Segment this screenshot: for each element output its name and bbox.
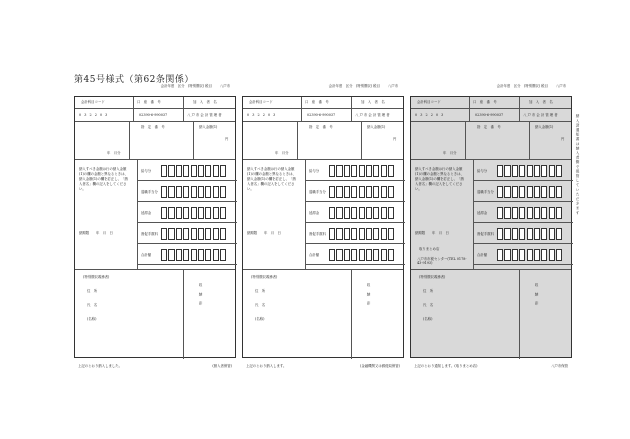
panel-header: 会計年度 区分 (特別徴収) 税目 八戸市: [496, 84, 566, 88]
amount-digit-boxes[interactable]: [161, 228, 226, 240]
amount-label: 納入金額(1): [535, 125, 554, 129]
address-line: 住 所: [255, 289, 266, 293]
amount-digit-boxes[interactable]: [497, 186, 562, 198]
deadline-label: 納期限 年 月 日: [415, 231, 449, 235]
designated-number-label: 指 定 番 号: [477, 125, 501, 129]
panel-header: 会計年度 区分 (特別徴収) 税目 八戸市: [160, 84, 230, 88]
office-label: 取りまとめ店: [419, 247, 440, 251]
address-line: (名称): [87, 317, 97, 321]
account-header-row: [411, 97, 571, 108]
amount-digit-boxes[interactable]: [161, 165, 226, 177]
office-value: 八戸市市税センター(TEL 0178-43-9193): [417, 257, 467, 265]
address-header: (特別徴収義務者): [83, 275, 110, 279]
footer-right: (納入者保管): [212, 364, 232, 368]
payer-label: 加 入 者 名: [193, 100, 217, 104]
account-value-row: [243, 108, 403, 121]
footer-left: 上記のとおり納入しました。: [78, 364, 123, 368]
slip-frame: [74, 96, 236, 358]
address-line: (名称): [423, 317, 433, 321]
amount-row-label: 延滞金: [309, 211, 320, 215]
amount-digit-boxes[interactable]: [497, 228, 562, 240]
payer-value: 八 戸 市 会 計 管 理 者: [523, 113, 558, 117]
amount-row-label: 督促手数料: [309, 232, 326, 236]
deadline-label: 納期限 年 月 日: [79, 231, 113, 235]
receipt-stamp-label: 収 納 印: [535, 283, 539, 306]
amount-digit-boxes[interactable]: [497, 207, 562, 219]
yen-unit: 円: [393, 137, 397, 141]
footer-left: 上記のとおり通知します。(取りまとめ店): [414, 364, 478, 368]
account-code: 0 3 2 2 0 3: [415, 113, 445, 117]
amount-digit-boxes[interactable]: [161, 186, 226, 198]
amount-digit-boxes[interactable]: [329, 249, 394, 261]
designated-number-label: 指 定 番 号: [309, 125, 333, 129]
designated-number-label: 指 定 番 号: [141, 125, 165, 129]
account-label: 会計科目コード: [249, 100, 273, 104]
account-header-row: [243, 97, 403, 108]
instructions-text: 納入すべき金額は行の納入金額(1)の欄の金額と異なるときは、納入金額(1)の欄を訂正し、「納入者名」欄の記入をしてください。: [247, 167, 296, 191]
year-month-label: 年 月分: [107, 151, 121, 155]
amount-digit-boxes[interactable]: [497, 249, 562, 261]
slip-frame: [242, 96, 404, 358]
address-line: 氏 名: [423, 303, 434, 307]
yen-unit: 円: [561, 137, 565, 141]
year-month-label: 年 月分: [443, 151, 457, 155]
account-header-row: [75, 97, 235, 108]
payer-label: 加 入 者 名: [361, 100, 385, 104]
footer-right: (金融機関又は郵便局保管): [360, 364, 400, 368]
payment-slip-panel: [242, 84, 404, 374]
payer-value: 八 戸 市 会 計 管 理 者: [355, 113, 390, 117]
panel-header: 会計年度 区分 (特別徴収) 税目 八戸市: [328, 84, 398, 88]
amount-label: 納入金額(1): [367, 125, 386, 129]
amount-row-label: 合計額: [309, 253, 320, 257]
amount-row-label: 延滞金: [141, 211, 152, 215]
account-number-value: 02390-6-990037: [139, 113, 168, 117]
payment-slip-panel: [74, 84, 236, 374]
amount-row-label: 給与分: [477, 169, 488, 173]
account-number-label: 口 座 番 号: [305, 100, 329, 104]
amount-digit-boxes[interactable]: [161, 207, 226, 219]
footer-right: 八戸市保管: [551, 364, 568, 368]
amount-digit-boxes[interactable]: [161, 249, 226, 261]
account-value-row: [75, 108, 235, 121]
account-number-label: 口 座 番 号: [473, 100, 497, 104]
amount-row-label: 退職手当分: [309, 190, 326, 194]
instructions-text: 納入すべき金額は行の納入金額(1)の欄の金額と異なるときは、納入金額(1)の欄を訂正し、「納入者名」欄の記入をしてください。: [415, 167, 464, 191]
address-line: 住 所: [423, 289, 434, 293]
address-header: (特別徴収義務者): [251, 275, 278, 279]
amount-row-label: 退職手当分: [141, 190, 158, 194]
account-label: 会計科目コード: [81, 100, 105, 104]
account-number-value: 02390-6-990037: [307, 113, 336, 117]
year-month-label: 年 月分: [275, 151, 289, 155]
address-line: 氏 名: [87, 303, 98, 307]
side-note: 納入済通知書は納入者側で保管していただきます: [576, 114, 580, 216]
account-number-label: 口 座 番 号: [137, 100, 161, 104]
address-line: 氏 名: [255, 303, 266, 307]
account-label: 会計科目コード: [417, 100, 441, 104]
amount-digit-boxes[interactable]: [497, 165, 562, 177]
amount-digit-boxes[interactable]: [329, 165, 394, 177]
amount-row-label: 督促手数料: [141, 232, 158, 236]
receipt-stamp-label: 収 納 印: [199, 283, 203, 306]
address-header: (特別徴収義務者): [419, 275, 446, 279]
payer-value: 八 戸 市 会 計 管 理 者: [187, 113, 222, 117]
form-title: 第45号様式（第62条関係）: [74, 75, 194, 85]
amount-row-label: 給与分: [141, 169, 152, 173]
account-code: 0 3 2 2 0 3: [247, 113, 277, 117]
amount-row-label: 督促手数料: [477, 232, 494, 236]
account-value-row: [411, 108, 571, 121]
amount-row-label: 退職手当分: [477, 190, 494, 194]
receipt-stamp-label: 収 納 印: [367, 283, 371, 306]
account-code: 0 3 2 2 0 3: [79, 113, 109, 117]
amount-label: 納入金額(1): [199, 125, 218, 129]
account-number-value: 02390-6-990037: [475, 113, 504, 117]
payer-label: 加 入 者 名: [529, 100, 553, 104]
amount-digit-boxes[interactable]: [329, 207, 394, 219]
amount-row-label: 給与分: [309, 169, 320, 173]
slip-frame: [410, 96, 572, 358]
amount-row-label: 合計額: [477, 253, 488, 257]
amount-row-label: 合計額: [141, 253, 152, 257]
address-line: 住 所: [87, 289, 98, 293]
yen-unit: 円: [225, 137, 229, 141]
amount-digit-boxes[interactable]: [329, 186, 394, 198]
payment-slip-panel: [410, 84, 580, 374]
amount-digit-boxes[interactable]: [329, 228, 394, 240]
amount-row-label: 延滞金: [477, 211, 488, 215]
footer-left: 上記のとおり納入します。: [246, 364, 287, 368]
deadline-label: 納期限 年 月 日: [247, 231, 281, 235]
address-line: (名称): [255, 317, 265, 321]
instructions-text: 納入すべき金額は行の納入金額(1)の欄の金額と異なるときは、納入金額(1)の欄を訂正し、「納入者名」欄の記入をしてください。: [79, 167, 128, 191]
